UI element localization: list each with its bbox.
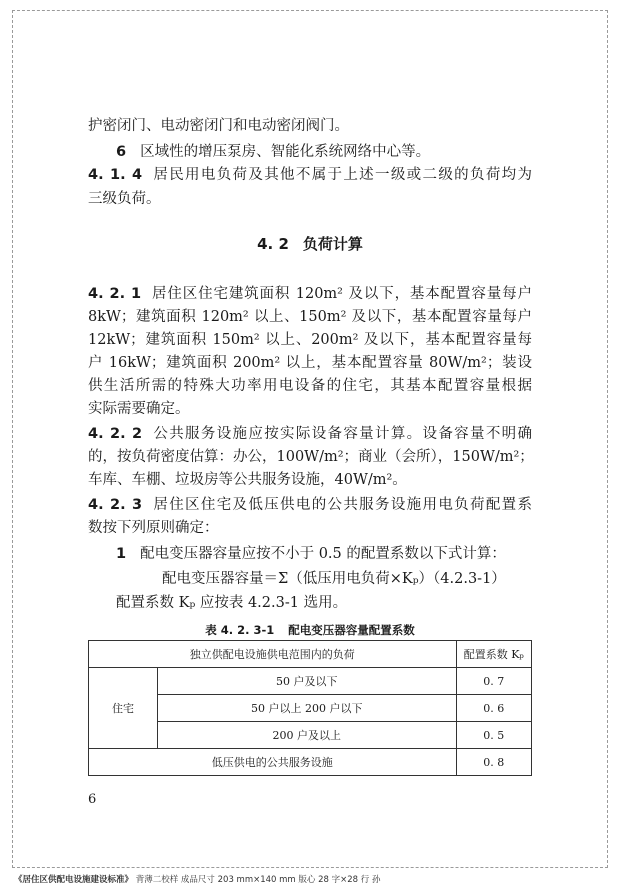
table-cell: 0. 8: [456, 749, 531, 776]
clause-4-2-2: [88, 424, 532, 444]
coefficient-table: [88, 640, 532, 776]
table-cell: 50 户以上 200 户以下: [158, 695, 457, 722]
list-item-1: [116, 544, 506, 564]
clause-text: 居住区住宅建筑面积 120m² 及以下，基本配置容量每户: [151, 286, 532, 302]
text-line: 户 16kW；建筑面积 200m² 以上，基本配置容量 80W/m²；装设: [88, 355, 532, 371]
clause-number: 4. 1. 4: [88, 167, 143, 183]
clause-text: 公共服务设施应按实际设备容量计算。设备容量不明确: [152, 426, 532, 442]
table-group-cell: 住宅: [89, 668, 158, 749]
text-line: 8kW；建筑面积 120m² 以上、150m² 及以下，基本配置容量每户: [88, 309, 532, 325]
table-header-cell: 独立供配电设施供电范围内的负荷: [89, 641, 457, 668]
text-line: 车库、车棚、垃圾房等公共服务设施，40W/m²。: [88, 472, 407, 488]
clause-number: 4. 2. 1: [88, 286, 142, 302]
section-title: 负荷计算: [302, 235, 363, 253]
clause-4-1-4: [88, 165, 532, 185]
table-title: 配电变压器容量配置系数: [288, 623, 415, 637]
list-item-6: [116, 142, 430, 162]
text-line: 三级负荷。: [88, 191, 161, 207]
text-line: 供生活所需的特殊大功率用电设备的住宅，其基本配置容量根据: [88, 378, 532, 394]
text-line: 配置系数 Kₚ 应按表 4.2.3-1 选用。: [116, 595, 348, 611]
section-number: 4. 2: [257, 235, 289, 253]
table-cell: 0. 5: [456, 722, 531, 749]
list-number: 6: [116, 144, 127, 160]
table-row: [89, 749, 532, 776]
text-line: 的，按负荷密度估算：办公，100W/m²；商业（会所），150W/m²；: [88, 449, 534, 465]
clause-text: 居民用电负荷及其他不属于上述一级或二级的负荷均为: [152, 167, 532, 183]
print-footer: [14, 873, 380, 885]
clause-number: 4. 2. 3: [88, 497, 143, 513]
footer-info: 背薄二校样 成品尺寸 203 mm×140 mm 版心 28 字×28 行 孙: [133, 875, 381, 885]
clause-4-2-1: [88, 284, 532, 304]
table-cell: 200 户及以上: [158, 722, 457, 749]
clause-text: 居住区住宅及低压供电的公共服务设施用电负荷配置系: [152, 497, 532, 513]
table-cell: 低压供电的公共服务设施: [89, 749, 457, 776]
table-row: [89, 668, 532, 695]
table-cell: 50 户及以下: [158, 668, 457, 695]
footer-book-title: 《居住区供配电设施建设标准》: [14, 875, 134, 885]
table-cell: 0. 6: [456, 695, 531, 722]
formula: 配电变压器容量＝Σ（低压用电负荷×Kₚ）（4.2.3-1）: [162, 571, 506, 587]
text-line: 护密闭门、电动密闭门和电动密闭阀门。: [88, 118, 349, 134]
table-header-cell: 配置系数 Kₚ: [456, 641, 531, 668]
text-line: 数按下列原则确定：: [88, 520, 219, 536]
table-cell: 0. 7: [456, 668, 531, 695]
text-line: 实际需要确定。: [88, 401, 190, 417]
table-caption: [88, 622, 532, 638]
list-text: 配电变压器容量应按不小于 0.5 的配置系数以下式计算：: [140, 546, 506, 562]
clause-4-2-3: [88, 495, 532, 515]
section-heading: [88, 233, 532, 254]
table-header-row: [89, 641, 532, 668]
clause-number: 4. 2. 2: [88, 426, 143, 442]
text-line: 12kW；建筑面积 150m² 以上、200m² 及以下，基本配置容量每: [88, 332, 532, 348]
page-number: 6: [88, 792, 97, 807]
list-number: 1: [116, 546, 127, 562]
table-number: 表 4. 2. 3-1: [205, 623, 275, 637]
list-text: 区域性的增压泵房、智能化系统网络中心等。: [140, 144, 431, 160]
